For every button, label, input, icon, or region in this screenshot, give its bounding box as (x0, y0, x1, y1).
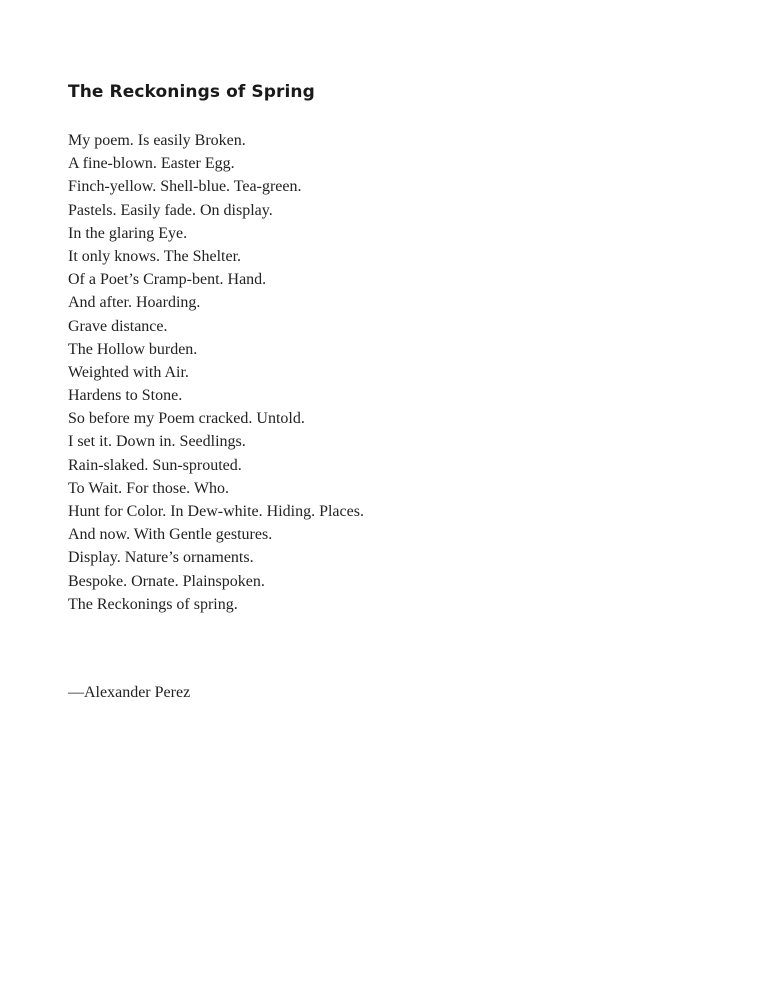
poem-line: Hunt for Color. In Dew-white. Hiding. Places. (68, 503, 364, 520)
poem-line: Finch-yellow. Shell-blue. Tea-green. (68, 178, 302, 196)
poem-line: In the glaring Eye. (68, 224, 188, 242)
poem-line: It only knows. The Shelter. (68, 247, 242, 265)
poem-line: Grave distance. (68, 317, 168, 335)
poem-line: The Reckonings of spring. (68, 595, 238, 613)
poem-line: A fine-blown. Easter Egg. (68, 155, 235, 173)
poem-line: And after. Hoarding. (68, 294, 201, 312)
poem-title: The Reckonings of Spring (68, 82, 315, 102)
poem-line: Hardens to Stone. (68, 387, 183, 405)
poem-line: Rain-slaked. Sun-sprouted. (68, 456, 242, 474)
poem-line: Of a Poet’s Cramp-bent. Hand. (68, 271, 267, 289)
poem-line: So before my Poem cracked. Untold. (68, 410, 305, 428)
poem-line: Weighted with Air. (68, 363, 189, 381)
poem-line: The Hollow burden. (68, 340, 198, 358)
poem-author: —Alexander Perez (68, 684, 191, 701)
poem-line: I set it. Down in. Seedlings. (68, 433, 246, 451)
poem-line: And now. With Gentle gestures. (68, 526, 273, 544)
poem-line: Display. Nature’s ornaments. (68, 549, 254, 567)
poem-body (68, 129, 364, 616)
poem-line: My poem. Is easily Broken. (68, 132, 246, 149)
poem-line: Pastels. Easily fade. On display. (68, 201, 273, 219)
poem-line: Bespoke. Ornate. Plainspoken. (68, 572, 265, 590)
poem-line: To Wait. For those. Who. (68, 479, 229, 497)
